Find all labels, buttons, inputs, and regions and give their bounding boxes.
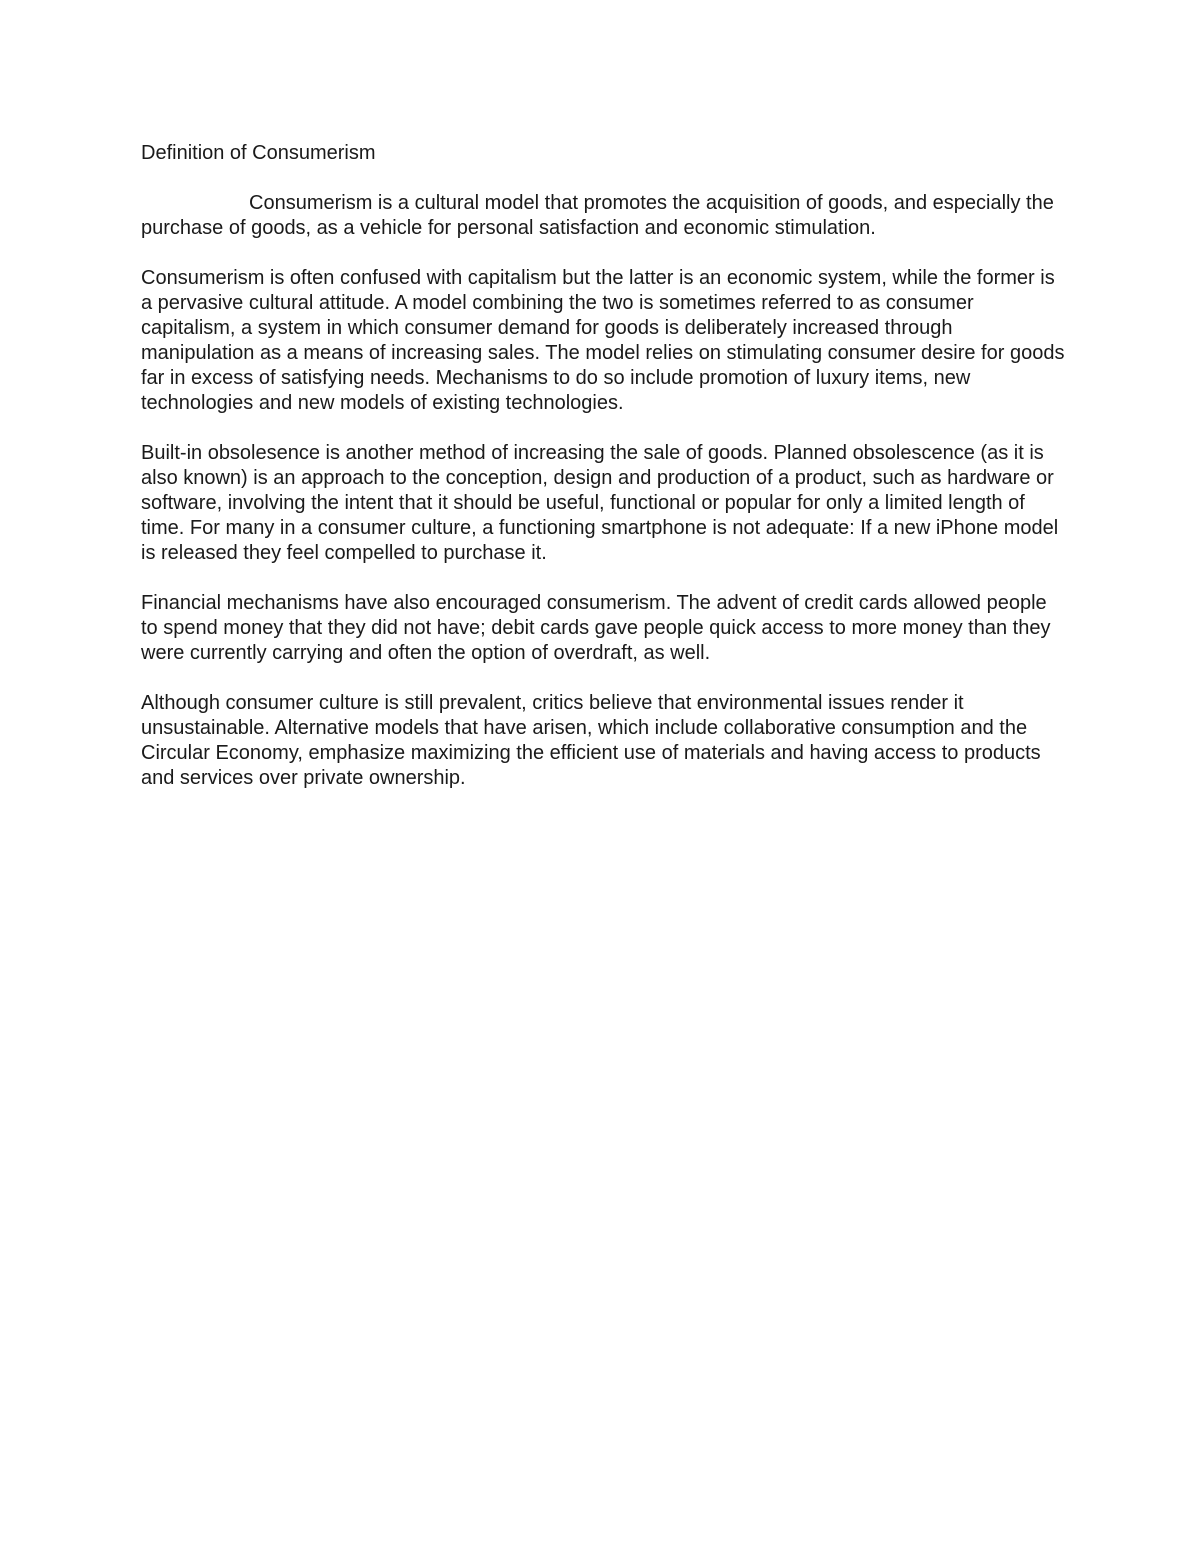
document-title: Definition of Consumerism xyxy=(141,142,376,164)
paragraph-2: Consumerism is often confused with capitalism but the latter is an economic system, while the former is a pervasive cultural attitude. A model combining the two is sometimes referred to as consumer capitalism, a system in which consumer demand for goods is deliberately increased through manipulation as a means of increasing sales. The model relies on stimulating consumer desire for goods far in excess of satisfying needs. Mechanisms to do so include promotion of luxury items, new technologies and new models of existing technologies. xyxy=(141,267,1065,414)
paragraph-1 xyxy=(141,191,1066,241)
paragraph-3: Built-in obsolesence is another method of increasing the sale of goods. Planned obsolescence (as it is also known) is an approach to the conception, design and production of a product, such as hardware or software, involving the intent that it should be useful, functional or popular for only a limited length of time. For many in a consumer culture, a functioning smartphone is not adequate: If a new iPhone model is released they feel compelled to purchase it. xyxy=(141,442,1059,564)
paragraph-4: Financial mechanisms have also encouraged consumerism. The advent of credit cards allowed people to spend money that they did not have; debit cards gave people quick access to more money than they were currently carrying and often the option of overdraft, as well. xyxy=(141,592,1051,664)
paragraph-1-text: Consumerism is a cultural model that promotes the acquisition of goods, and especially the purchase of goods, as a vehicle for personal satisfaction and economic stimulation. xyxy=(141,192,1054,239)
document-body xyxy=(141,141,1066,816)
paragraph-5: Although consumer culture is still prevalent, critics believe that environmental issues render it unsustainable. Alternative models that have arisen, which include collaborative consumption and the Circular Economy, emphasize maximizing the efficient use of materials and having access to products and services over private ownership. xyxy=(141,692,1041,789)
